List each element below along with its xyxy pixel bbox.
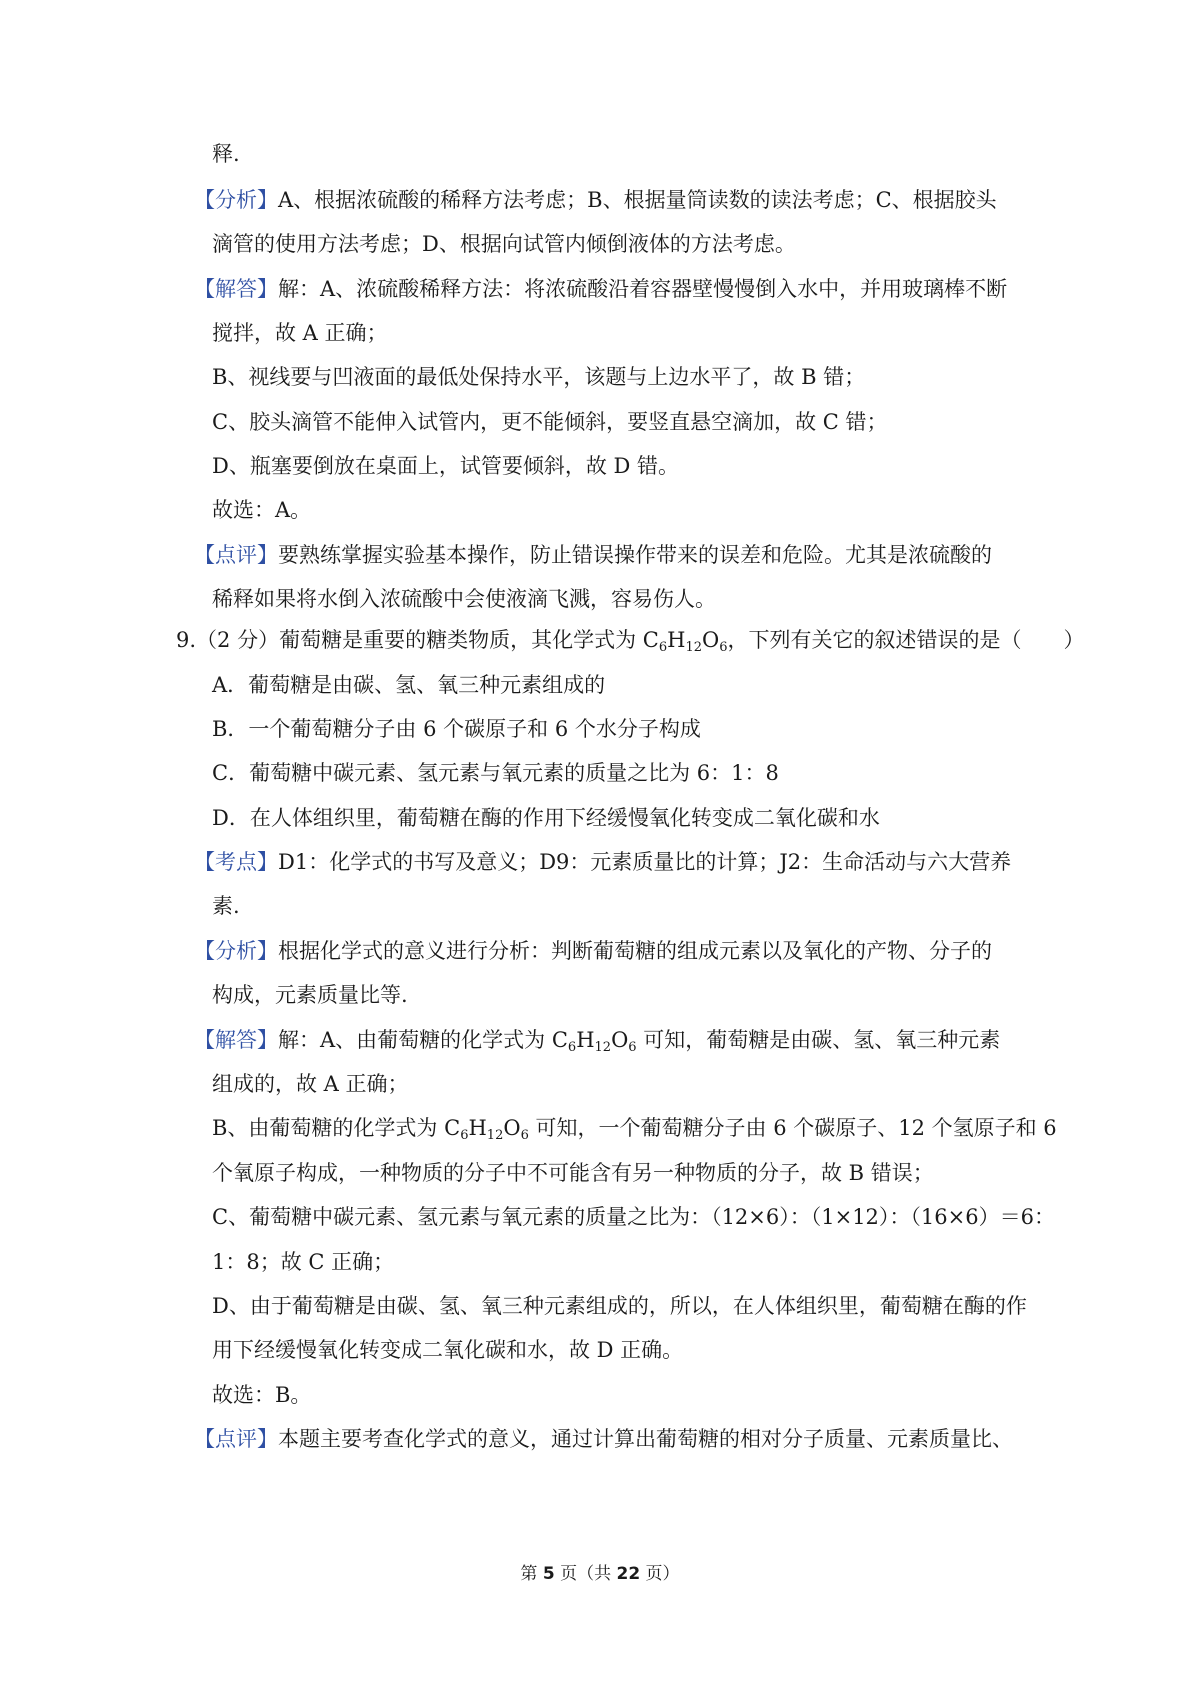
q9-answer-line-8: 用下经缓慢氧化转变成二氧化碳和水，故 D 正确。 [212,1338,684,1362]
q9-answer-line-7: D、由于葡萄糖是由碳、氢、氧三种元素组成的，所以，在人体组织里，葡萄糖在酶的作 [212,1294,1027,1318]
q9-analysis-line-1: 【分析】根据化学式的意义进行分析：判断葡萄糖的组成元素以及氧化的产物、分子的 [194,939,992,963]
q9-answer-line-1: 【解答】解：A、由葡萄糖的化学式为 $C_6H_{12}O_6$ 可知，葡萄糖是由碳、氢、氧三种元素 [194,1028,1001,1055]
q9-option-d: D．在人体组织里，葡萄糖在酶的作用下经缓慢氧化转变成二氧化碳和水 [212,806,880,830]
q9-option-a: A．葡萄糖是由碳、氢、氧三种元素组成的 [212,673,606,697]
q9-knowledge-point-line-1: 【考点】D1：化学式的书写及意义；D9：元素质量比的计算；J2：生命活动与六大营养 [194,850,1012,874]
knowledge-point-tag: 【考点】 [194,850,278,874]
answer-tag: 【解答】 [194,1028,278,1052]
q9-comment-line-1: 【点评】本题主要考查化学式的意义，通过计算出葡萄糖的相对分子质量、元素质量比、 [194,1427,1013,1451]
q8-answer-line-1: 【解答】解：A、浓硫酸稀释方法：将浓硫酸沿着容器壁慢慢倒入水中，并用玻璃棒不断 [194,277,1008,301]
analysis-tag: 【分析】 [194,939,278,963]
q9-answer-line-2: 组成的，故 A 正确； [212,1072,409,1096]
q8-comment-line-2: 稀释如果将水倒入浓硫酸中会使液滴飞溅，容易伤人。 [212,587,716,611]
q9-answer-line-3: B、由葡萄糖的化学式为 $C_6H_{12}O_6$ 可知，一个葡萄糖分子由 6 个碳原子、12 个氢原子和 6 [212,1116,1057,1143]
formula: $C_6H_{12}O_6$ [551,1028,637,1055]
q8-analysis-line-2: 滴管的使用方法考虑；D、根据向试管内倾倒液体的方法考虑。 [212,232,796,256]
q8-answer-line-2: 搅拌，故 A 正确； [212,321,388,345]
q9-answer-line-6: 1：8；故 C 正确； [212,1250,395,1274]
q8-answer-line-4: C、胶头滴管不能伸入试管内，更不能倾斜，要竖直悬空滴加，故 C 错； [212,410,888,434]
formula: $C_6H_{12}O_6$ [444,1116,529,1143]
formula: $C_6H_{12}O_6$ [642,628,728,655]
answer-tag: 【解答】 [194,277,278,301]
q9-knowledge-point-line-2: 素. [212,894,240,918]
q9-choice: 故选：B。 [212,1383,312,1407]
q9-option-c: C．葡萄糖中碳元素、氢元素与氧元素的质量之比为 6：1：8 [212,761,779,785]
q8-analysis-line-1: 【分析】A、根据浓硫酸的稀释方法考虑；B、根据量筒读数的读法考虑；C、根据胶头 [194,188,997,212]
q9-answer-line-5: C、葡萄糖中碳元素、氢元素与氧元素的质量之比为：（12×6）：（1×12）：（16×6）＝6： [212,1205,1055,1229]
q8-answer-line-5: D、瓶塞要倒放在桌面上，试管要倾斜，故 D 错。 [212,454,680,478]
q8-line-1: 释. [212,142,240,166]
q9-option-b: B．一个葡萄糖分子由 6 个碳原子和 6 个水分子构成 [212,717,701,741]
comment-tag: 【点评】 [194,543,278,567]
page-number: 5 [542,1564,555,1584]
q9-answer-line-4: 个氧原子构成，一种物质的分子中不可能含有另一种物质的分子，故 B 错误； [212,1161,934,1185]
comment-tag: 【点评】 [194,1427,278,1451]
q9-stem: 9.（2 分）葡萄糖是重要的糖类物质，其化学式为 $C_6H_{12}O_6$，下列有关它的叙述错误的是（ ） [176,628,1085,655]
analysis-tag: 【分析】 [194,188,278,212]
q8-choice: 故选：A。 [212,498,312,522]
q8-answer-line-3: B、视线要与凹液面的最低处保持水平，该题与上边水平了，故 B 错； [212,365,866,389]
page-total: 22 [616,1564,641,1584]
q8-comment-line-1: 【点评】要熟练掌握实验基本操作，防止错误操作带来的误差和危险。尤其是浓硫酸的 [194,543,992,567]
q9-analysis-line-2: 构成，元素质量比等. [212,983,408,1007]
page-footer: 第 5 页（共 22 页） [520,1564,680,1584]
